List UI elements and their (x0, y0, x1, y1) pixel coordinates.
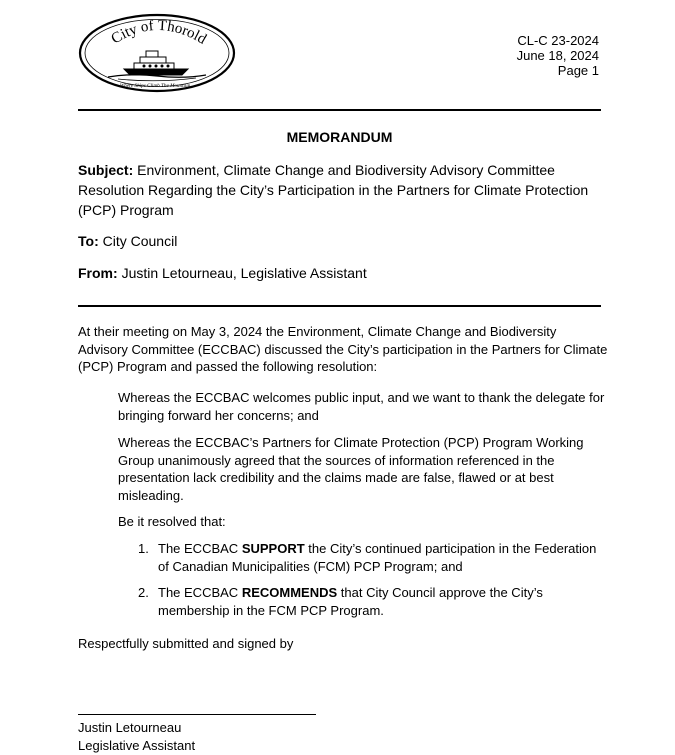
memo-title: MEMORANDUM (286, 129, 393, 145)
to-label: To: (78, 233, 99, 249)
item-keyword: SUPPORT (241, 541, 305, 556)
from-text: Justin Letourneau, Legislative Assistant (121, 265, 367, 281)
reference-number: CL-C 23-2024 (517, 33, 599, 48)
svg-text:City of Thorold: City of Thorold (108, 17, 210, 48)
resolution-item (118, 540, 608, 575)
signature-block (78, 719, 195, 754)
resolution-list-item-2-wrap (118, 584, 608, 619)
item-rest: that City Council approve the City’s membership in the FCM PCP Program. (158, 585, 543, 618)
signatory-name: Justin Letourneau (78, 720, 182, 735)
item-number: 1. (138, 541, 149, 556)
document-date: June 18, 2024 (516, 48, 599, 63)
item-rest: the City’s continued participation in the Federation of Canadian Municipalities (FCM) PCP Program; and (158, 541, 597, 574)
to-field (78, 231, 601, 251)
resolution-item (118, 584, 608, 619)
item-number: 2. (138, 585, 149, 600)
page-number: Page 1 (557, 63, 599, 78)
document-reference-block (517, 33, 599, 78)
item-prefix: The ECCBAC (158, 541, 242, 556)
signatory-title: Legislative Assistant (78, 737, 196, 753)
header-divider (78, 109, 601, 111)
item-prefix: The ECCBAC (158, 585, 242, 600)
intro-paragraph: At their meeting on May 3, 2024 the Environment, Climate Change and Biodiversity Advisory Committee (ECCBAC) discussed the City’s participation in the Partners for Climate (PCP) Program and passed the following resolution: (78, 324, 608, 374)
whereas-clause-1: Whereas the ECCBAC welcomes public input, and we want to thank the delegate for bringing forward her concerns; and (118, 390, 605, 423)
subject-label: Subject: (78, 162, 134, 178)
from-label: From: (78, 265, 118, 281)
body-divider (78, 305, 601, 307)
resolution-list-item-1-wrap (118, 540, 608, 575)
signature-line (78, 714, 316, 715)
svg-text:Where Ships Climb The Mountain: Where Ships Climb The Mountain... (119, 83, 195, 89)
closing-line: Respectfully submitted and signed by (78, 636, 294, 651)
resolved-heading: Be it resolved that: (118, 514, 226, 529)
city-of-thorold-logo (78, 13, 236, 93)
whereas-clause-2: Whereas the ECCBAC’s Partners for Climate Protection (PCP) Program Working Group unanimously agreed that the sources of information referenced in the presentation lack credibility and the claims made are false, flawed or at best misleading. (118, 435, 584, 503)
to-text: City Council (102, 233, 178, 249)
subject-text: Environment, Climate Change and Biodiversity Advisory Committee Resolution Regarding the City’s Participation in the Partners for Climate Protection (PCP) Program (78, 162, 589, 218)
subject-field (78, 160, 601, 220)
item-keyword: RECOMMENDS (241, 585, 338, 600)
from-field (78, 263, 601, 283)
